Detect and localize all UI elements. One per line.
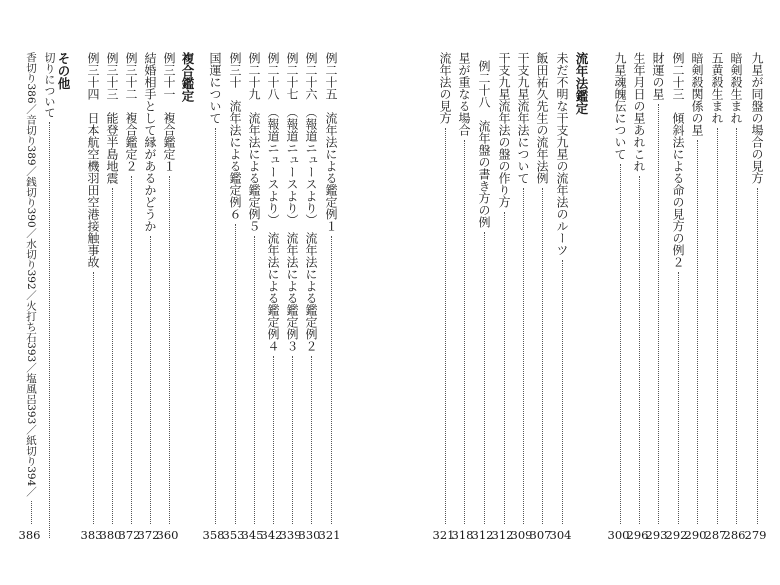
leader-dots [757, 188, 758, 524]
toc-entry[interactable]: 例二十八 （報道ニュースより） 流年法による鑑定例４ 342 [260, 52, 283, 542]
toc-entry[interactable]: 例三十三 能登半島地震 380 [99, 52, 122, 542]
toc-entry[interactable]: 干支九星流年法について 309 [510, 52, 533, 542]
page-number: 358 [202, 528, 225, 542]
page-number: 304 [549, 528, 572, 542]
toc-entry[interactable]: 例二十八 流年盤の書き方の例 312 [471, 60, 494, 542]
toc-entry[interactable]: 干支九星流年法の盤の作り方 312 [491, 52, 514, 542]
section-heading-ryunen: 流年法鑑定 [574, 52, 589, 115]
toc-entry[interactable]: 例三十 流年法による鑑定例６ 353 [222, 52, 245, 542]
page-number: 321 [318, 528, 341, 542]
leader-dots [49, 122, 50, 538]
toc-entry[interactable]: 例三十二 複合鑑定２ 372 [118, 52, 141, 542]
page-number: 292 [665, 528, 688, 542]
page-number: 383 [80, 528, 103, 542]
toc-entry[interactable]: 暗剣殺生まれ 286 [723, 52, 746, 542]
page-number: 380 [99, 528, 122, 542]
page-number: 318 [451, 528, 474, 542]
leader-dots [542, 188, 543, 524]
toc-entry[interactable]: 五黄殺生まれ 287 [704, 52, 727, 542]
leader-dots [215, 128, 216, 524]
leader-dots [523, 188, 524, 524]
leader-dots [678, 272, 679, 524]
toc-entry[interactable]: 例三十四 日本航空機羽田空港接触事故 383 [80, 52, 103, 542]
page-number: 353 [222, 528, 245, 542]
leader-dots [311, 356, 312, 524]
toc-entry[interactable]: 暗剣殺関係の星 290 [684, 52, 707, 542]
leader-dots [273, 356, 274, 524]
leader-dots [445, 128, 446, 524]
toc-entry[interactable]: 財運の星 293 [645, 52, 668, 542]
leader-dots [292, 356, 293, 524]
leader-dots [736, 128, 737, 524]
leader-dots [331, 236, 332, 524]
toc-entry[interactable]: 切りについて [40, 52, 58, 542]
page-number: 345 [241, 528, 264, 542]
page-number: 309 [510, 528, 533, 542]
leader-dots [658, 104, 659, 524]
page-number: 339 [279, 528, 302, 542]
page-number: 307 [529, 528, 552, 542]
leader-dots [112, 188, 113, 524]
leader-dots [717, 128, 718, 524]
toc-entry[interactable]: 未だ不明な干支九星の流年法のルーツ 304 [549, 52, 572, 542]
leader-dots [697, 140, 698, 524]
page-number: 279 [744, 528, 767, 542]
page-number: 372 [137, 528, 160, 542]
page-number: 286 [723, 528, 746, 542]
toc-entry[interactable]: 国運について 358 [202, 52, 225, 542]
page-number: 312 [491, 528, 514, 542]
page-number: 293 [645, 528, 668, 542]
toc-entry[interactable]: 飯田祐久先生の流年法例 307 [529, 52, 552, 542]
leader-dots [235, 224, 236, 524]
page-number: 360 [156, 528, 179, 542]
toc-entry[interactable]: 九星が同盤の場合の見方 279 [744, 52, 767, 542]
toc-entry[interactable]: 九星魂魄伝について 300 [607, 52, 630, 542]
page-number: 290 [684, 528, 707, 542]
leader-dots [464, 140, 465, 524]
toc-entry[interactable]: 例二十七 （報道ニュースより） 流年法による鑑定例３ 339 [279, 52, 302, 542]
toc-entry[interactable]: 例二十三 傾斜法による命の見方の例２ 292 [665, 52, 688, 542]
toc-entry[interactable]: 流年法の見方 321 [432, 52, 455, 542]
toc-entry[interactable]: 例三十一 複合鑑定１ 360 [156, 52, 179, 542]
section-heading-sonota: その他 [56, 52, 71, 90]
page-number: 321 [432, 528, 455, 542]
page-number: 330 [298, 528, 321, 542]
leader-dots [620, 164, 621, 524]
section-heading-fukugo: 複合鑑定 [180, 52, 195, 102]
toc-entry[interactable]: 例二十九 流年法による鑑定例５ 345 [241, 52, 264, 542]
page-number: 287 [704, 528, 727, 542]
leader-dots [504, 212, 505, 524]
leader-dots [93, 272, 94, 524]
page-number: 372 [118, 528, 141, 542]
toc-entry[interactable]: 結婚相手として縁があるかどうか 372 [137, 52, 160, 542]
toc-entry[interactable]: 香切り386／音切り389／銭切り390／水切り392／火打ち石393／塩風呂393／紙切り394／ 386 [18, 52, 41, 542]
page-number: 342 [260, 528, 283, 542]
right-page [390, 0, 780, 585]
page-number: 300 [607, 528, 630, 542]
toc-entry[interactable]: 例二十六 （報道ニュースより） 流年法による鑑定例２ 330 [298, 52, 321, 542]
leader-dots [254, 236, 255, 524]
leader-dots [31, 501, 32, 524]
toc-entry[interactable]: 生年月日の星あれこれ 296 [626, 52, 649, 542]
leader-dots [150, 236, 151, 524]
page-number: 312 [471, 528, 494, 542]
toc-entry[interactable]: 例二十五 流年法による鑑定例１ 321 [318, 52, 341, 542]
page-number: 386 [18, 528, 41, 542]
leader-dots [131, 176, 132, 524]
leader-dots [484, 232, 485, 524]
leader-dots [169, 176, 170, 524]
page-number: 296 [626, 528, 649, 542]
toc-entry[interactable]: 星が重なる場合 318 [451, 52, 474, 542]
leader-dots [639, 176, 640, 524]
leader-dots [562, 260, 563, 524]
